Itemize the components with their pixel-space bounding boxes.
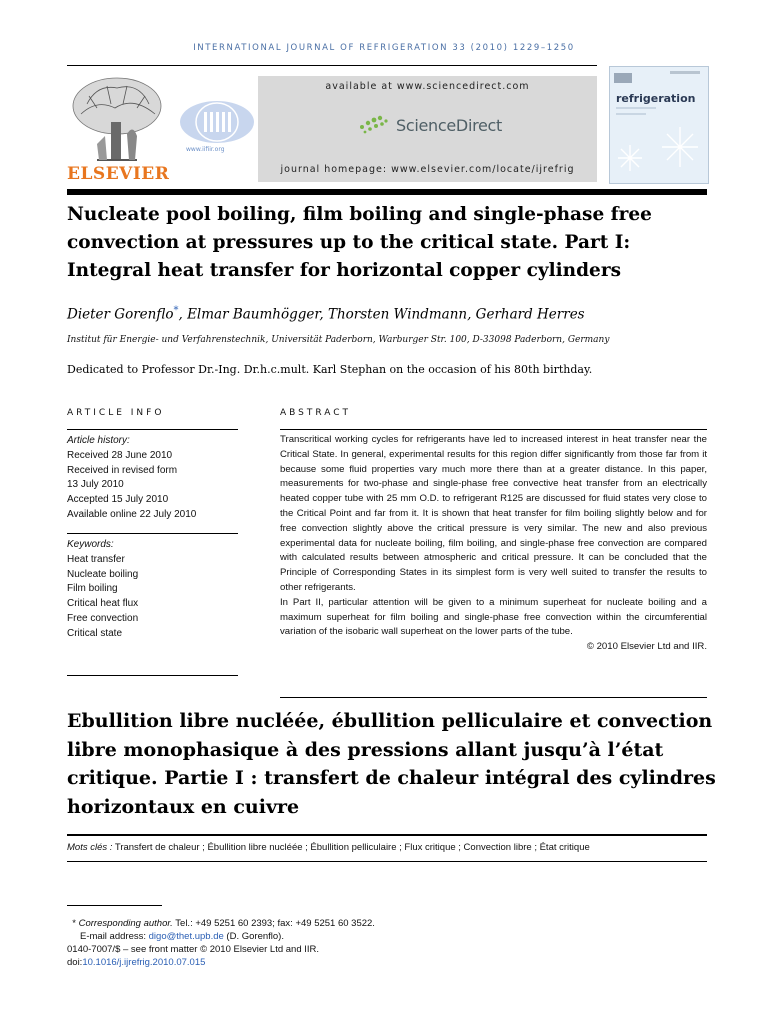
issn-line: 0140-7007/$ – see front matter © 2010 Elsevier Ltd and IIR. [67, 944, 320, 955]
keywords-rule [67, 533, 238, 534]
keyword-item: Critical heat flux [67, 598, 139, 610]
sciencedirect-dots-icon [358, 115, 392, 135]
elsevier-wordmark: ELSEVIER [67, 164, 170, 184]
article-history [67, 434, 242, 523]
footnote-rule [67, 905, 162, 906]
mots-cles-top-rule [67, 834, 707, 836]
journal-cover-image [609, 66, 709, 184]
history-item: Received in revised form [67, 464, 178, 476]
sciencedirect-logo [358, 115, 502, 135]
keyword-item: Critical state [67, 627, 123, 639]
abstract-copyright: © 2010 Elsevier Ltd and IIR. [586, 641, 707, 653]
elsevier-tree-logo [67, 74, 167, 164]
article-info-bottom-rule [67, 675, 238, 676]
mots-cles-list: Transfert de chaleur ; Ébullition libre nucléée ; Ébullition pelliculaire ; Flux critique ; Convection libre ; État critique [114, 842, 590, 853]
affiliation: Institut für Energie- und Verfahrenstechnik, Universität Paderborn, Warburger Str. 100, D-33098 Paderborn, Germany [67, 335, 610, 345]
journal-citation [0, 43, 768, 53]
article-info-heading: ARTICLE INFO [67, 408, 165, 418]
keyword-item: Film boiling [67, 583, 118, 595]
corresponding-label: Corresponding author. [78, 918, 173, 929]
abstract-paragraph: In Part II, particular attention will be given to a minimum superheat for nucleate boiling and a maximum superheat for film boiling and single-phase free convection within the circumferential variation of the isobaric wall superheat on the lower parts of the tube. [280, 596, 707, 638]
doi-link[interactable]: 10.1016/j.ijrefrig.2010.07.015 [82, 957, 206, 968]
abstract-heading: ABSTRACT [280, 408, 352, 418]
abstract-body [280, 433, 707, 655]
email-footnote [80, 930, 284, 944]
keyword-item: Nucleate boiling [67, 568, 139, 580]
iifiir-logo [178, 98, 256, 148]
history-item: Accepted 15 July 2010 [67, 494, 169, 506]
abstract-bottom-rule [280, 697, 707, 698]
header-rule [67, 65, 597, 66]
title-rule [67, 189, 707, 195]
mots-cles-bottom-rule [67, 861, 707, 862]
abstract-rule [280, 429, 707, 430]
corresponding-footnote [67, 917, 375, 931]
dedication: Dedicated to Professor Dr.-Ing. Dr.h.c.mult. Karl Stephan on the occasion of his 80th birthday. [67, 363, 593, 376]
french-title: Ebullition libre nucléée, ébullition pelliculaire et convection libre monophasique à des pressions allant jusqu’à l’état critique. Partie I : transfert de chaleur intégral des cylindres horizontaux en cuivre [67, 710, 716, 818]
email-suffix: (D. Gorenflo). [223, 931, 284, 942]
keywords-label: Keywords: [67, 539, 114, 550]
iifiir-url: www.iifiir.org [186, 146, 225, 153]
available-at-text: available at www.sciencedirect.com [325, 81, 530, 92]
doi-label: doi: [67, 957, 83, 968]
doi-line [67, 956, 205, 970]
abstract-paragraph: Transcritical working cycles for refrigerants have led to increased interest in heat transfer near the Critical State. In general, experimental results for this region differ significantly from those far from it because some fluid properties vary much more there than at a greater distance. In this paper, measurements for two-phase and single-phase free convective heat transfer from an electrically heated copper tube with 25 mm O.D. to refrigerant R125 are discussed for fluid states very close to the Critical Point and far from it. It is shown that heat transfer for film boiling slightly below and for free convection slightly above the critical pressure is very similar. The new and also previous experimental data for nucleate boiling, film boiling, and single-phase free convection are compared with calculated results between atmospheric and critical pressure. It can be concluded that the Principle of Corresponding States in its simplest form is very well suited to transfer the results to other refrigerants. [280, 434, 707, 593]
corresponding-author-mark[interactable]: * [173, 305, 179, 316]
corresponding-contact: Tel.: +49 5251 60 2393; fax: +49 5251 60 3522. [172, 918, 375, 929]
journal-citation-text: INTERNATIONAL JOURNAL OF REFRIGERATION 33 (2010) 1229–1250 [193, 43, 575, 53]
article-title: Nucleate pool boiling, film boiling and single-phase free convection at pressures up to the critical state. Part I: Integral heat transfer for horizontal copper cylinders [67, 204, 652, 281]
cover-title: refrigeration [616, 92, 696, 105]
first-author[interactable]: Dieter Gorenflo [67, 306, 174, 323]
mots-cles-label: Mots clés : [67, 842, 113, 853]
history-item: Received 28 June 2010 [67, 449, 173, 461]
history-item: Available online 22 July 2010 [67, 508, 197, 520]
footnote-star: * [72, 918, 76, 929]
other-authors: , Elmar Baumhögger, Thorsten Windmann, Gerhard Herres [178, 306, 585, 323]
sciencedirect-label: ScienceDirect [396, 115, 503, 135]
article-info-rule [67, 429, 238, 430]
history-label: Article history: [67, 435, 130, 446]
email-link[interactable]: digo@thet.upb.de [148, 931, 224, 942]
mots-cles [67, 842, 590, 853]
journal-homepage-text: journal homepage: www.elsevier.com/locate/ijrefrig [280, 164, 575, 175]
email-label: E-mail address: [80, 931, 149, 942]
author-list [67, 305, 585, 323]
keyword-item: Heat transfer [67, 553, 125, 565]
keywords [67, 538, 242, 642]
keyword-item: Free convection [67, 612, 139, 624]
history-item: 13 July 2010 [67, 479, 124, 491]
